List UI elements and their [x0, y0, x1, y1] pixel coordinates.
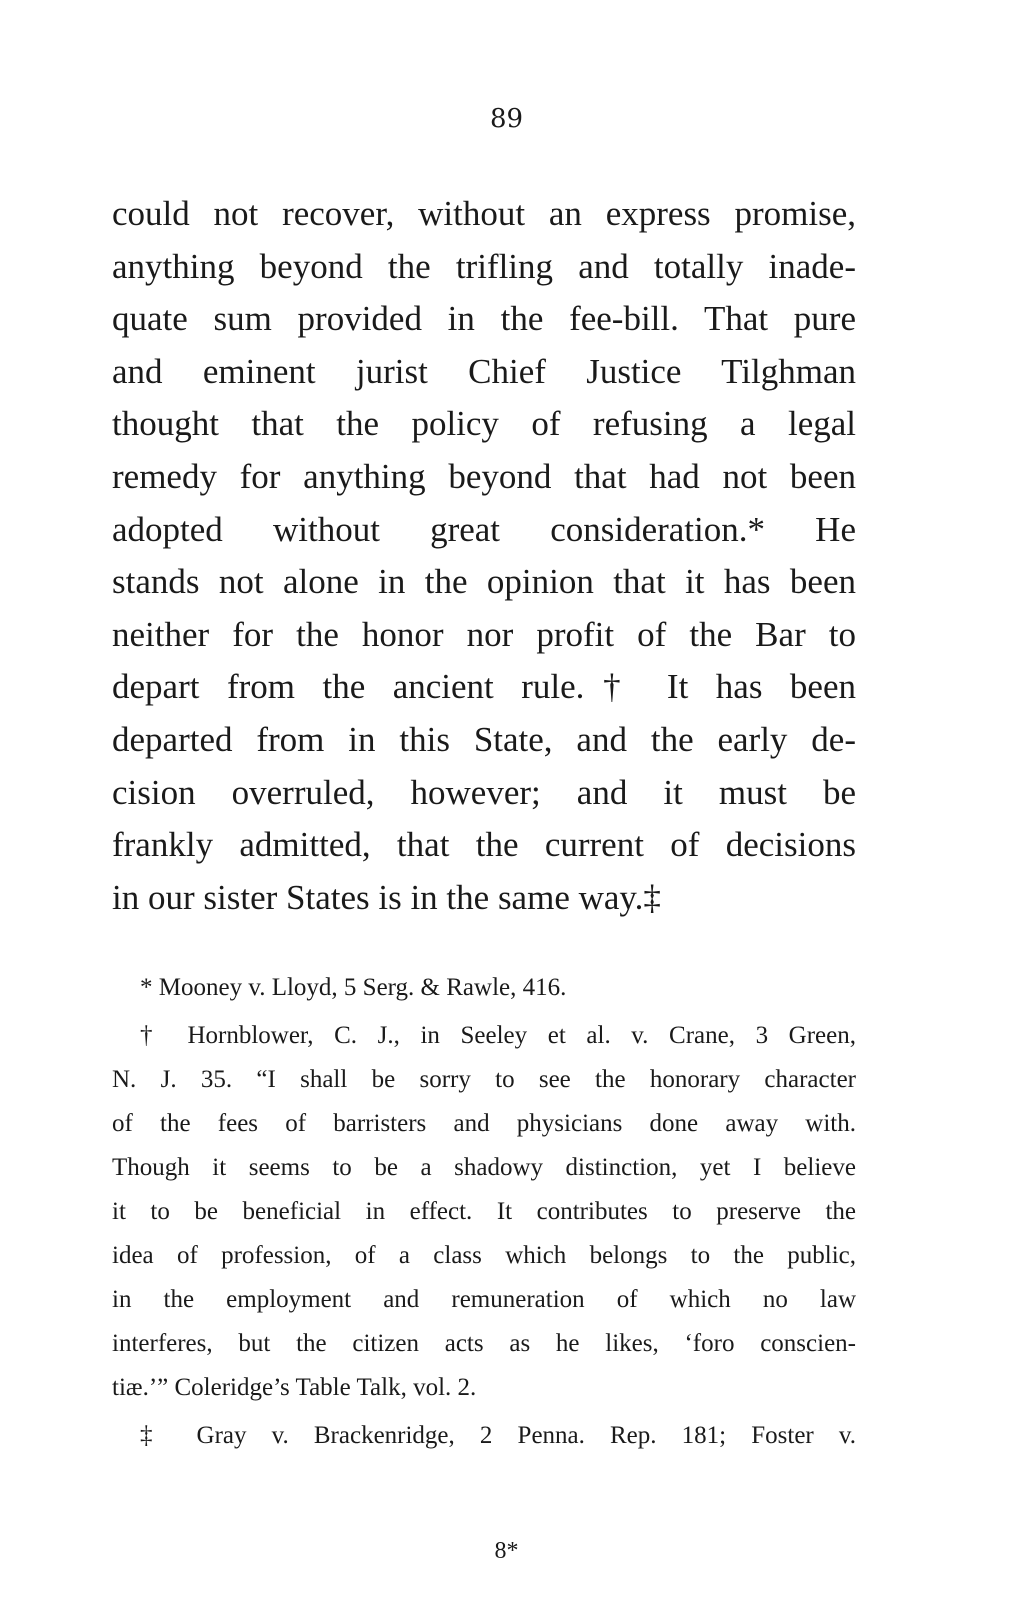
body-paragraph [112, 188, 856, 924]
body-line: departed from in this State, and the early de- [112, 719, 856, 759]
body-line: depart from the ancient rule.† It has been [112, 667, 856, 707]
footnote-line: it to be beneficial in effect. It contributes to preserve the [112, 1198, 856, 1225]
body-line: cision overruled, however; and it must be [112, 772, 856, 812]
body-line: could not recover, without an express promise, [112, 194, 856, 233]
footnotes [112, 966, 856, 1458]
body-line: frankly admitted, that the current of decisions [112, 825, 856, 865]
footnote-mooney: * Mooney v. Lloyd, 5 Serg. & Rawle, 416. [140, 974, 567, 1001]
footnote-hornblower [112, 1014, 856, 1410]
footnote-line: N. J. 35. “I shall be sorry to see the honorary character [112, 1066, 856, 1093]
footnote-line: idea of profession, of a class which belongs to the public, [112, 1242, 856, 1269]
footnote-line: † Hornblower, C. J., in Seeley et al. v. Crane, 3 Green, [140, 1022, 856, 1049]
body-line: quate sum provided in the fee-bill. That pure [112, 299, 856, 339]
body-line: in our sister States is in the same way.‡ [112, 877, 661, 917]
footnote-line: of the fees of barristers and physicians done away with. [112, 1110, 856, 1137]
body-line: neither for the honor nor profit of the Bar to [112, 614, 856, 654]
body-line: and eminent jurist Chief Justice Tilghman [112, 351, 856, 391]
footnote-line: interferes, but the citizen acts as he likes, ‘foro conscien- [112, 1330, 856, 1357]
footnote-line: tiæ.’” Coleridge’s Table Talk, vol. 2. [112, 1374, 477, 1401]
footnote-gray: ‡ Gray v. Brackenridge, 2 Penna. Rep. 181; Foster v. [140, 1422, 856, 1449]
body-line: adopted without great consideration.* He [112, 509, 856, 549]
signature-mark: 8* [494, 1538, 519, 1564]
body-line: anything beyond the trifling and totally inade- [112, 246, 856, 286]
footnote-line: in the employment and remuneration of which no law [112, 1286, 856, 1313]
body-line: remedy for anything beyond that had not been [112, 456, 856, 496]
body-line: stands not alone in the opinion that it has been [112, 562, 856, 602]
page-number: 89 [489, 104, 524, 134]
body-line: thought that the policy of refusing a legal [112, 404, 856, 444]
footnote-line: Though it seems to be a shadowy distinction, yet I believe [112, 1154, 856, 1181]
